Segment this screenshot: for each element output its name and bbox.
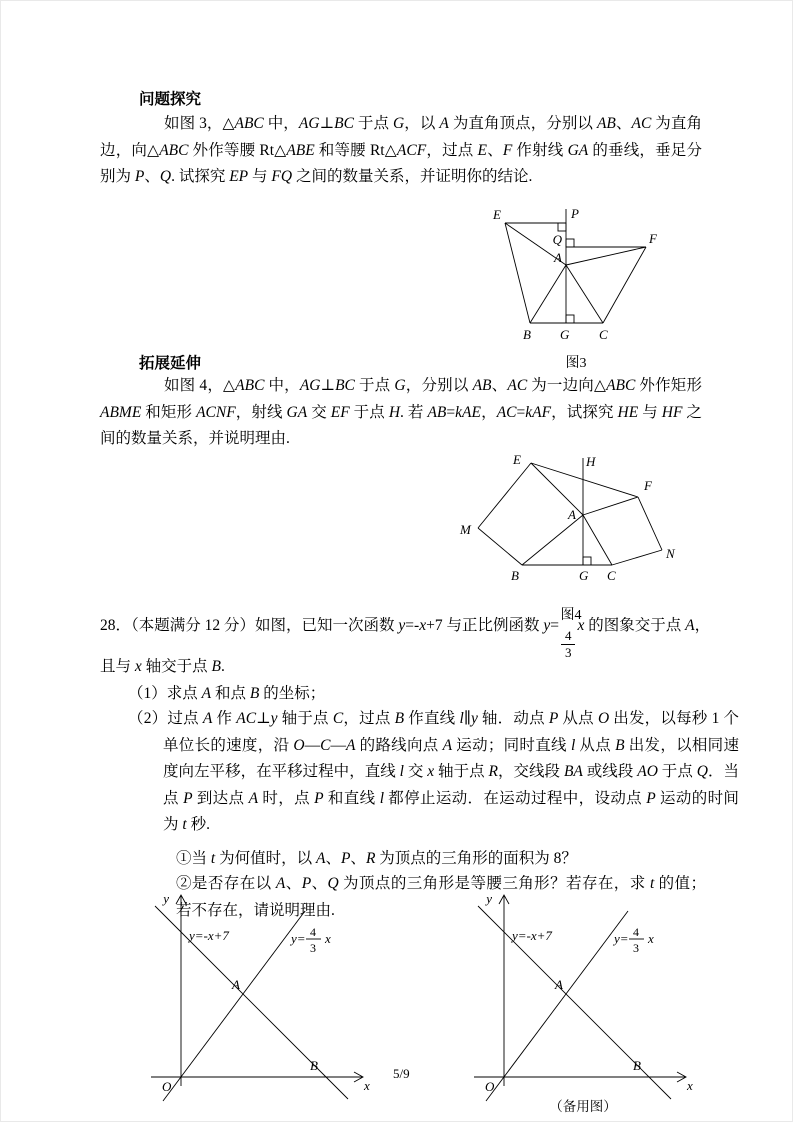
- figure3: [468, 203, 684, 372]
- q28-subquestion2: ②是否存在以 A、P、Q 为顶点的三角形是等腰三角形？若存在，求 t 的值；若不存在，请说明理由.: [176, 875, 706, 919]
- q28-stem: 28．（本题满分 12 分）如图，已知一次函数 y=-x+7 与正比例函数 y= $\frac{4}{3}$ x 的图象交于点 A，: [100, 617, 711, 660]
- fig3-label-C: C: [599, 327, 608, 342]
- line-y-equals-four-thirds-x: [163, 911, 305, 1101]
- fig3-label-Q: Q: [552, 232, 562, 247]
- line2-equation-variable: x: [325, 931, 331, 946]
- y-axis-label: y: [163, 891, 169, 906]
- x-axis-label: x: [364, 1078, 370, 1093]
- origin-label: O: [485, 1079, 495, 1094]
- y-axis-label: y: [486, 891, 492, 906]
- figure3-lines: [505, 209, 646, 323]
- segment-AC: [566, 265, 603, 323]
- fig4-label-M: M: [460, 522, 471, 537]
- coordinate-graph: [468, 890, 698, 1102]
- segment-FC: [603, 247, 646, 323]
- right-angle-mark-G: [566, 315, 574, 323]
- fig4-label-E: E: [513, 452, 521, 467]
- segment-AF: [566, 247, 646, 265]
- line2-fraction-denominator: 3: [633, 941, 639, 955]
- fig3-label-P: P: [571, 206, 579, 221]
- segment-AB: [522, 515, 583, 565]
- q28-part1: （1）求点 A 和点 B 的坐标；: [128, 685, 326, 702]
- line2-fraction-numerator: 4: [633, 925, 639, 939]
- line2-equation-variable: x: [648, 931, 654, 946]
- fig3-label-G: G: [560, 327, 570, 342]
- fig3-label-A: A: [554, 250, 562, 265]
- segment-AC: [583, 515, 612, 565]
- section-heading-extend: 拓展延伸: [139, 355, 202, 372]
- line-y-equals-neg-x-plus-7: [155, 906, 348, 1099]
- x-axis-label: x: [687, 1078, 693, 1093]
- q28-part2: （2）过点 A 作 AC⊥y 轴于点 C，过点 B 作直线 l∥y 轴．动点 P 从点 O 出发，以每秒 1 个单位长的速度，沿 O—C—A 的路线向点 A 运动；同时直线 l 从点 B 出发，以相同速度向左平移，在平移过程中，直线 l 交 x 轴于点 R，交线段 BA 或线段 AO 于点 Q．当点 P 到达点 A 时，点 P 和直线 l 都停止运动．在运动过程中，设动点 P 运动的时间为 t 秒.: [128, 710, 739, 833]
- fig3-label-B: B: [523, 327, 531, 342]
- fig4-label-H: H: [586, 454, 596, 469]
- segment-AB: [530, 265, 566, 323]
- point-A-label: A: [232, 977, 240, 992]
- point-B-label: B: [310, 1058, 318, 1073]
- fig3-label-E: E: [493, 207, 501, 222]
- right-angle-mark-P: [558, 223, 566, 231]
- fig4-label-G: G: [579, 568, 589, 583]
- section-heading-explore: 问题探究: [139, 91, 202, 108]
- inline-fraction: $\frac{4}{3}$: [561, 629, 576, 659]
- figure4-diagram: [455, 450, 687, 597]
- right-angle-mark-G: [583, 557, 591, 565]
- fig4-label-B: B: [511, 568, 519, 583]
- q28-subquestion1: ①当 t 为何值时，以 A、P、R 为顶点的三角形的面积为 8？: [176, 850, 577, 867]
- primary-graph: [145, 890, 375, 1107]
- spare-graph: [468, 890, 698, 1107]
- line2-equation-prefix: y=: [614, 931, 629, 946]
- segment-FA: [583, 497, 638, 515]
- line2-fraction-numerator: 4: [310, 925, 316, 939]
- fig3-label-F: F: [649, 231, 657, 246]
- figure3-caption: 图3: [565, 356, 587, 371]
- line1-equation-label: y=-x+7: [512, 928, 552, 943]
- line-y-equals-four-thirds-x: [486, 911, 628, 1101]
- spare-graph-caption: （备用图）: [549, 1099, 617, 1114]
- segment-NF: [638, 497, 662, 550]
- line2-equation-prefix: y=: [291, 931, 306, 946]
- section-paragraph-explore: 如图 3，△ABC 中，AG⊥BC 于点 G，以 A 为直角顶点，分别以 AB、AC 为直角边，向△ABC 外作等腰 Rt△ABE 和等腰 Rt△ACF，过点 E、F 作射线 GA 的垂线，垂足分别为 P、Q. 试探究 EP 与 FQ 之间的数量关系，并证明你的结论.: [100, 115, 702, 185]
- line2-fraction-denominator: 3: [310, 941, 316, 955]
- fig4-label-N: N: [666, 546, 675, 561]
- segment-CN: [612, 550, 662, 565]
- fig4-label-F: F: [644, 478, 652, 493]
- q28-stem-line2: 且与 x 轴交于点 B.: [100, 658, 225, 675]
- point-B-label: B: [633, 1058, 641, 1073]
- figure4-caption: 图4: [560, 608, 582, 623]
- fig4-label-A: A: [568, 507, 576, 522]
- figure4: [455, 450, 687, 624]
- origin-label: O: [162, 1079, 172, 1094]
- segment-BM: [478, 528, 522, 565]
- fig4-label-C: C: [607, 568, 616, 583]
- line-y-equals-neg-x-plus-7: [478, 906, 671, 1099]
- line1-equation-label: y=-x+7: [189, 928, 229, 943]
- point-A-label: A: [555, 977, 563, 992]
- segment-ME: [478, 463, 531, 528]
- figure3-diagram: [468, 203, 684, 345]
- segment-EF: [531, 463, 638, 497]
- right-angle-mark-Q: [566, 239, 574, 247]
- coordinate-graph: [145, 890, 375, 1102]
- page-number: 5/9: [393, 1066, 410, 1081]
- section-paragraph-extend: 如图 4，△ABC 中，AG⊥BC 于点 G，分别以 AB、AC 为一边向△ABC 外作矩形 ABME 和矩形 ACNF，射线 GA 交 EF 于点 H. 若 AB=kAE，AC=kAF，试探究 HE 与 HF 之间的数量关系，并说明理由.: [100, 377, 702, 447]
